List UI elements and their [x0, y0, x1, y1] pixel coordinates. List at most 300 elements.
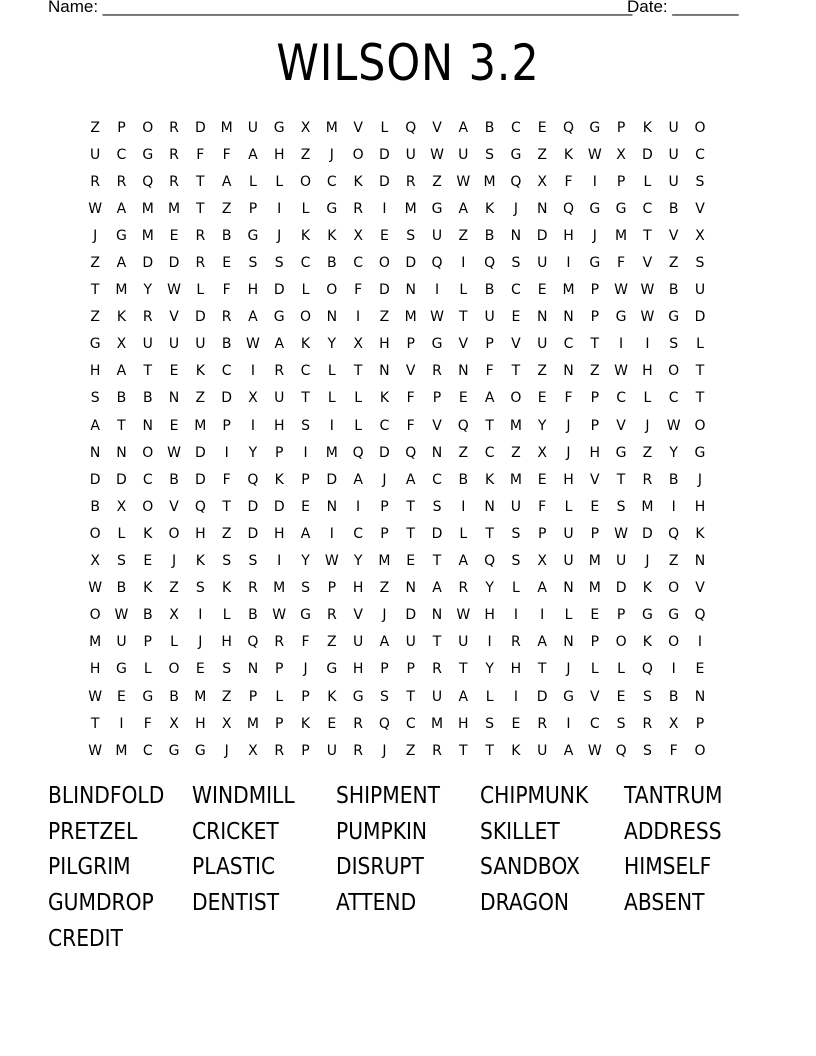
grid-letter: L [643, 173, 652, 190]
grid-letter: K [300, 715, 311, 732]
grid-letter: R [353, 742, 363, 759]
grid-letter: Q [694, 607, 706, 624]
grid-letter: M [509, 417, 522, 434]
grid-letter: B [327, 255, 337, 272]
grid-row [82, 548, 713, 575]
grid-letter: Z [642, 444, 653, 461]
grid-letter: O [694, 119, 706, 136]
name-field-label[interactable]: Name: ________________________________________________________ [48, 0, 633, 16]
word-list-item: PRETZEL [48, 818, 138, 845]
grid-letter: I [697, 634, 703, 651]
grid-letter: F [564, 390, 573, 407]
grid-letter: M [378, 553, 391, 570]
grid-letter: W [88, 580, 103, 597]
grid-letter: G [352, 688, 364, 705]
grid-letter: P [432, 390, 442, 407]
grid-letter: S [248, 553, 258, 570]
grid-letter: D [89, 471, 101, 488]
grid-letter: D [273, 282, 285, 299]
grid-row [82, 114, 713, 141]
grid-letter: P [301, 742, 310, 759]
grid-letter: N [326, 498, 338, 515]
grid-letter: U [431, 227, 443, 244]
grid-letter: G [326, 200, 338, 217]
grid-letter: Z [327, 634, 337, 651]
grid-letter: T [117, 417, 126, 434]
grid-letter: H [247, 282, 259, 299]
grid-letter: N [247, 661, 259, 678]
grid-letter: U [694, 282, 706, 299]
grid-letter: G [142, 146, 154, 163]
grid-letter: M [89, 634, 102, 651]
grid-letter: T [196, 173, 205, 190]
grid-letter: O [510, 390, 522, 407]
grid-letter: H [352, 661, 364, 678]
grid-letter: H [589, 444, 601, 461]
grid-letter: P [327, 580, 337, 597]
grid-letter: S [485, 715, 495, 732]
grid-letter: M [562, 282, 575, 299]
grid-letter: U [615, 553, 627, 570]
grid-letter: P [406, 336, 415, 353]
grid-letter: L [643, 390, 652, 407]
grid-letter: R [353, 715, 363, 732]
grid-letter: D [247, 525, 259, 542]
grid-letter: Z [668, 553, 679, 570]
grid-letter: N [405, 580, 416, 597]
grid-letter: W [272, 607, 287, 624]
grid-letter: I [540, 607, 545, 624]
grid-letter: U [510, 498, 522, 515]
grid-letter: U [247, 119, 259, 136]
grid-letter: C [353, 525, 363, 542]
grid-letter: U [431, 688, 443, 705]
grid-letter: M [273, 580, 286, 597]
grid-letter: R [116, 173, 127, 190]
grid-letter: B [221, 227, 232, 244]
grid-letter: L [354, 390, 363, 407]
grid-letter: T [459, 661, 468, 678]
grid-letter: P [616, 119, 626, 136]
grid-letter: S [117, 553, 126, 570]
grid-letter: L [459, 282, 468, 299]
grid-letter: U [563, 553, 574, 570]
grid-letter: X [221, 715, 232, 732]
grid-row [82, 439, 713, 466]
grid-letter: K [695, 525, 705, 542]
grid-letter: L [170, 634, 178, 651]
grid-letter: M [115, 742, 128, 759]
grid-letter: F [143, 715, 152, 732]
grid-letter: W [614, 525, 628, 542]
grid-letter: G [116, 661, 127, 678]
grid-letter: E [616, 688, 626, 705]
grid-letter: K [195, 363, 205, 380]
grid-letter: D [405, 607, 417, 624]
grid-letter: M [588, 553, 601, 570]
grid-letter: L [459, 525, 468, 542]
grid-letter: D [194, 119, 206, 136]
grid-letter: K [511, 742, 521, 759]
grid-letter: F [538, 498, 547, 515]
grid-letter: I [356, 498, 361, 515]
grid-letter: M [115, 282, 128, 299]
grid-letter: J [645, 417, 650, 434]
grid-letter: J [382, 471, 387, 488]
grid-letter: Q [484, 553, 496, 570]
grid-letter: T [196, 200, 205, 217]
grid-letter: D [694, 309, 706, 326]
grid-letter: Z [458, 227, 469, 244]
grid-letter: S [222, 661, 232, 678]
grid-letter: Z [90, 255, 100, 272]
grid-letter: A [563, 742, 574, 759]
grid-letter: A [458, 119, 469, 136]
grid-letter: P [380, 498, 389, 515]
grid-letter: X [537, 553, 547, 570]
grid-letter: L [301, 200, 310, 217]
grid-letter: A [484, 390, 495, 407]
grid-letter: S [301, 580, 310, 597]
grid-letter: J [645, 553, 650, 570]
grid-letter: A [537, 634, 547, 651]
grid-letter: D [194, 444, 206, 461]
word-list [48, 779, 788, 957]
grid-letter: C [116, 146, 127, 163]
grid-letter: N [168, 390, 180, 407]
grid-letter: N [694, 553, 706, 570]
grid-letter: I [671, 661, 676, 678]
grid-letter: N [563, 634, 574, 651]
grid-letter: V [511, 336, 521, 353]
grid-letter: K [116, 309, 127, 326]
grid-letter: O [300, 173, 312, 190]
grid-letter: Z [379, 309, 390, 326]
word-list-item: GUMDROP [48, 890, 154, 917]
grid-letter: E [590, 498, 600, 515]
grid-letter: J [224, 742, 229, 759]
grid-letter: W [167, 282, 181, 299]
grid-letter: L [564, 607, 573, 624]
grid-letter: Q [247, 634, 259, 651]
grid-letter: O [694, 742, 706, 759]
grid-letter: T [695, 390, 705, 407]
grid-letter: P [222, 417, 231, 434]
grid-letter: C [326, 173, 337, 190]
grid-letter: K [327, 688, 337, 705]
grid-letter: R [169, 119, 179, 136]
grid-letter: P [301, 471, 310, 488]
grid-letter: I [277, 553, 282, 570]
grid-letter: K [300, 227, 311, 244]
grid-letter: B [90, 498, 100, 515]
grid-letter: T [353, 363, 363, 380]
grid-letter: Z [537, 146, 547, 163]
grid-letter: X [169, 715, 179, 732]
grid-letter: L [380, 119, 389, 136]
grid-letter: G [273, 309, 285, 326]
grid-letter: I [513, 607, 518, 624]
grid-letter: O [378, 255, 390, 272]
grid-letter: P [117, 119, 126, 136]
grid-letter: J [697, 471, 703, 488]
grid-row [82, 737, 713, 764]
grid-letter: V [642, 255, 653, 272]
grid-letter: T [643, 227, 652, 244]
grid-letter: P [275, 715, 284, 732]
grid-row [82, 277, 713, 304]
grid-letter: B [668, 688, 679, 705]
grid-letter: I [382, 200, 387, 217]
grid-letter: K [642, 634, 652, 651]
grid-letter: S [616, 498, 626, 515]
grid-letter: Y [327, 336, 337, 353]
grid-letter: C [642, 200, 653, 217]
grid-letter: D [405, 255, 417, 272]
grid-letter: Q [484, 255, 496, 272]
grid-letter: R [274, 634, 285, 651]
word-list-item: ATTEND [336, 890, 417, 917]
word-list-item: CREDIT [48, 925, 123, 952]
grid-letter: M [141, 200, 154, 217]
grid-letter: O [668, 634, 680, 651]
grid-letter: I [487, 634, 492, 651]
grid-letter: I [329, 417, 334, 434]
grid-letter: D [379, 173, 390, 190]
word-list-item: SHIPMENT [336, 783, 441, 809]
grid-letter: I [566, 255, 571, 272]
grid-letter: Z [405, 742, 416, 759]
grid-letter: H [89, 661, 101, 678]
grid-letter: D [431, 525, 443, 542]
grid-letter: D [273, 498, 285, 515]
grid-letter: Q [194, 498, 206, 515]
grid-letter: Z [90, 309, 100, 326]
grid-letter: J [171, 553, 177, 570]
grid-letter: Y [248, 444, 258, 461]
grid-letter: V [169, 309, 179, 326]
grid-letter: Q [641, 661, 653, 678]
grid-letter: U [668, 146, 679, 163]
grid-letter: Y [485, 580, 494, 597]
grid-letter: V [169, 498, 179, 515]
grid-letter: G [431, 336, 443, 353]
grid-letter: K [195, 553, 205, 570]
grid-letter: C [511, 119, 521, 136]
grid-letter: N [89, 444, 101, 461]
grid-letter: T [301, 390, 310, 407]
word-list-item: DISRUPT [336, 854, 424, 881]
grid-letter: P [301, 688, 310, 705]
grid-letter: G [273, 119, 285, 136]
grid-letter: Q [378, 715, 390, 732]
word-list-item: ABSENT [624, 890, 705, 917]
grid-letter: P [590, 525, 600, 542]
grid-row [82, 683, 713, 710]
grid-letter: A [458, 200, 469, 217]
grid-letter: N [116, 444, 127, 461]
grid-letter: X [353, 336, 363, 353]
grid-letter: Y [143, 282, 153, 299]
grid-letter: K [563, 146, 574, 163]
grid-letter: R [511, 634, 521, 651]
grid-letter: B [142, 390, 153, 407]
grid-letter: N [484, 498, 495, 515]
grid-letter: N [458, 363, 469, 380]
grid-letter: N [142, 417, 153, 434]
grid-letter: C [353, 255, 363, 272]
grid-letter: N [694, 688, 706, 705]
grid-letter: U [563, 525, 574, 542]
grid-letter: B [668, 282, 679, 299]
word-list-item: PLASTIC [192, 854, 276, 881]
grid-letter: K [485, 471, 495, 488]
grid-letter: W [167, 444, 181, 461]
grid-letter: N [536, 200, 548, 217]
grid-letter: A [300, 525, 311, 542]
grid-letter: S [406, 227, 416, 244]
grid-letter: M [404, 309, 417, 326]
grid-letter: W [88, 200, 103, 217]
grid-letter: N [379, 363, 390, 380]
grid-letter: X [300, 119, 311, 136]
grid-letter: C [142, 742, 153, 759]
grid-letter: S [274, 255, 284, 272]
grid-letter: C [300, 255, 311, 272]
grid-letter: X [248, 742, 258, 759]
grid-letter: A [221, 173, 232, 190]
grid-letter: K [143, 525, 153, 542]
grid-letter: K [379, 390, 389, 407]
word-list-item: DRAGON [480, 890, 570, 917]
grid-letter: F [222, 146, 231, 163]
grid-letter: X [537, 173, 547, 190]
grid-letter: M [509, 471, 522, 488]
grid-letter: E [117, 688, 126, 705]
grid-letter: C [668, 390, 679, 407]
grid-letter: Z [668, 255, 679, 272]
grid-letter: Q [510, 173, 522, 190]
grid-letter: P [275, 661, 284, 678]
grid-letter: O [168, 525, 180, 542]
grid-row [82, 656, 713, 683]
grid-letter: X [695, 227, 705, 244]
grid-letter: T [90, 282, 100, 299]
grid-letter: D [641, 525, 653, 542]
grid-letter: I [645, 336, 650, 353]
grid-letter: F [196, 146, 205, 163]
grid-letter: I [356, 309, 361, 326]
grid-letter: T [616, 471, 626, 488]
grid-letter: I [119, 715, 124, 732]
grid-letter: F [301, 634, 310, 651]
grid-letter: V [458, 336, 469, 353]
grid-letter: L [327, 363, 336, 380]
grid-letter: T [406, 498, 415, 515]
grid-letter: B [484, 282, 495, 299]
grid-letter: E [537, 282, 547, 299]
grid-letter: Z [300, 146, 311, 163]
grid-letter: S [90, 390, 100, 407]
grid-letter: D [194, 471, 206, 488]
grid-letter: G [431, 200, 443, 217]
date-field-label[interactable]: Date: _______ [627, 0, 739, 16]
grid-letter: L [196, 282, 205, 299]
grid-letter: L [249, 173, 257, 190]
grid-letter: P [590, 390, 600, 407]
grid-letter: D [221, 390, 233, 407]
grid-letter: L [590, 661, 599, 678]
grid-letter: A [537, 580, 547, 597]
grid-letter: G [116, 227, 127, 244]
grid-letter: C [221, 363, 232, 380]
grid-letter: N [431, 607, 443, 624]
grid-letter: W [324, 553, 339, 570]
grid-letter: W [587, 742, 602, 759]
word-list-item: HIMSELF [624, 854, 712, 881]
grid-letter: L [617, 661, 625, 678]
grid-letter: Y [485, 661, 494, 678]
grid-letter: S [248, 255, 258, 272]
grid-letter: G [615, 444, 627, 461]
grid-letter: R [642, 471, 653, 488]
grid-letter: R [169, 146, 179, 163]
grid-letter: M [404, 200, 417, 217]
grid-letter: V [695, 580, 705, 597]
grid-letter: R [274, 742, 285, 759]
grid-letter: D [194, 309, 206, 326]
grid-letter: S [669, 336, 679, 353]
grid-letter: S [695, 255, 705, 272]
grid-letter: W [88, 688, 103, 705]
grid-letter: D [379, 444, 390, 461]
grid-letter: G [194, 742, 206, 759]
grid-letter: U [90, 146, 101, 163]
grid-letter: N [563, 363, 574, 380]
grid-letter: B [248, 607, 258, 624]
grid-letter: O [668, 580, 680, 597]
grid-letter: A [90, 417, 100, 434]
grid-letter: K [642, 119, 652, 136]
grid-letter: L [354, 417, 363, 434]
grid-letter: J [592, 227, 597, 244]
grid-letter: Q [615, 742, 627, 759]
grid-letter: V [432, 417, 442, 434]
grid-letter: Q [562, 200, 574, 217]
header-line [48, 0, 739, 17]
grid-letter: J [513, 200, 518, 217]
grid-letter: U [142, 336, 153, 353]
grid-letter: R [90, 173, 101, 190]
grid-letter: I [619, 336, 624, 353]
grid-letter: W [614, 282, 628, 299]
grid-letter: S [511, 553, 521, 570]
grid-letter: E [458, 390, 468, 407]
grid-letter: T [485, 525, 494, 542]
grid-letter: I [250, 363, 255, 380]
word-list-item: ADDRESS [624, 818, 722, 845]
grid-letter: I [198, 607, 203, 624]
grid-letter: G [510, 146, 522, 163]
grid-letter: L [222, 607, 231, 624]
grid-letter: E [511, 715, 521, 732]
grid-letter: C [379, 417, 390, 434]
grid-letter: X [116, 498, 127, 515]
grid-row [82, 249, 713, 276]
grid-letter: A [379, 634, 390, 651]
grid-letter: G [142, 688, 154, 705]
grid-letter: E [537, 471, 547, 488]
